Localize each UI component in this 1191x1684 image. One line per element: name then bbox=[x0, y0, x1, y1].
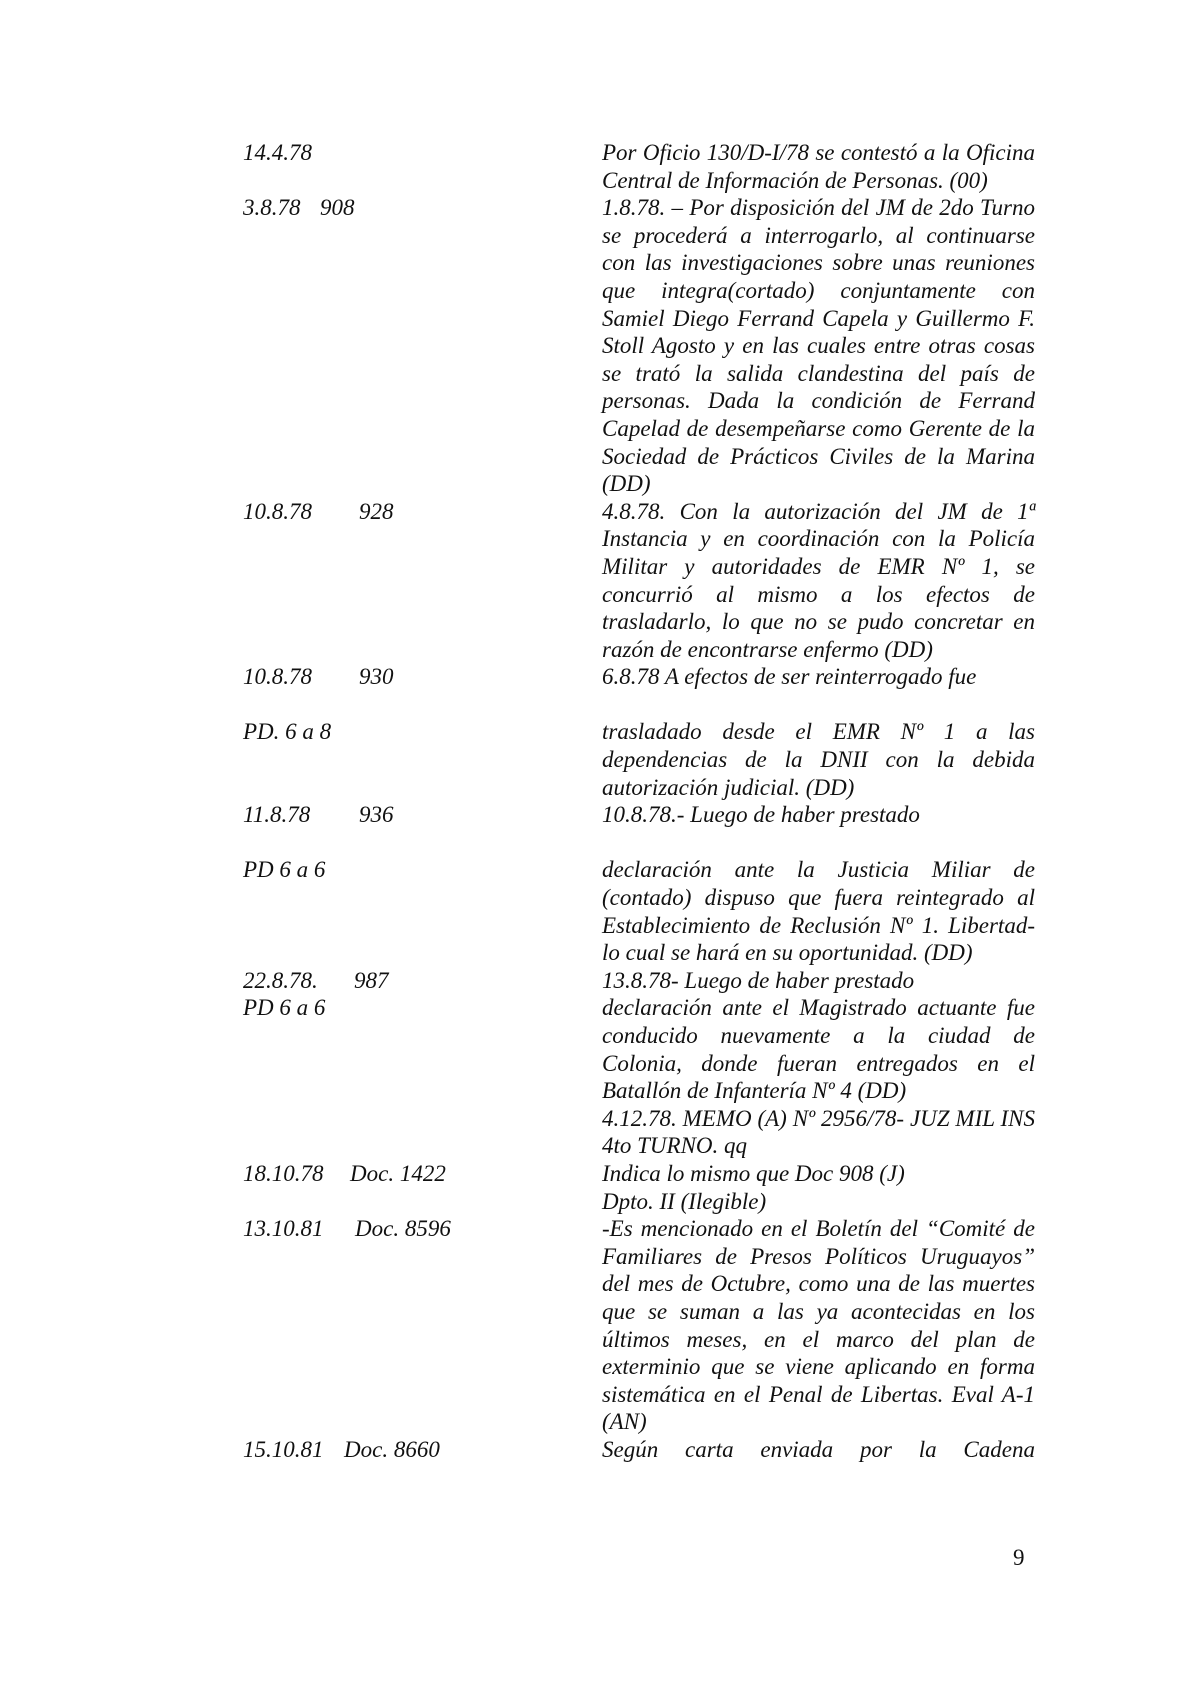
entry-row bbox=[243, 718, 1035, 801]
entry-text bbox=[602, 663, 1035, 691]
entry-reference: Doc. 8660 bbox=[344, 1436, 440, 1462]
entry-reference: 908 bbox=[320, 195, 355, 221]
entry-date: PD 6 a 6 bbox=[243, 857, 326, 883]
page-number: 9 bbox=[1013, 1545, 1025, 1570]
entry-row bbox=[243, 1215, 1035, 1436]
entry-text bbox=[602, 856, 1035, 966]
entry-date: 3.8.78 bbox=[243, 195, 301, 221]
entry-row bbox=[243, 663, 1035, 691]
entry-paragraph: Indica lo mismo que Doc 908 (J) bbox=[602, 1160, 905, 1186]
entry-text bbox=[602, 498, 1035, 664]
entry-paragraph: trasladado desde el EMR Nº 1 a las dependencias de la DNII con la debida autorización judicial. (DD) bbox=[602, 719, 1035, 800]
entry-text bbox=[602, 967, 1035, 1160]
entry-paragraph: Según carta enviada por la Cadena bbox=[602, 1436, 1035, 1462]
entry-reference: 936 bbox=[359, 802, 394, 828]
entry-reference: 987 bbox=[354, 967, 389, 993]
entry-paragraph: 13.8.78- Luego de haber prestado bbox=[602, 967, 915, 993]
entry-date: 22.8.78. bbox=[243, 967, 318, 993]
entry-row bbox=[243, 967, 1035, 1160]
entry-paragraph: declaración ante la Justicia Miliar de (contado) dispuso que fuera reintegrado al Establecimiento de Reclusión Nº 1. Libertad- lo cual se hará en su oportunidad. (DD) bbox=[602, 857, 1035, 966]
entry-paragraph: Por Oficio 130/D-I/78 se contestó a la Oficina Central de Información de Personas. (00) bbox=[602, 140, 1035, 193]
entry-date: 14.4.78 bbox=[243, 140, 312, 165]
entry-row bbox=[243, 1160, 1035, 1215]
entry-text bbox=[602, 1215, 1035, 1436]
entry-row bbox=[243, 139, 1035, 194]
entry-text bbox=[602, 1436, 1035, 1464]
entry-paragraph: Dpto. II (Ilegible) bbox=[602, 1188, 767, 1214]
entry-paragraph: 1.8.78. – Por disposición del JM de 2do Turno se procederá a interrogarlo, al continuarse con las investigaciones sobre unas reuniones que integra(cortado) conjuntamente con Samiel Diego Ferrand Capela y Guillermo F. Stoll Agosto y en las cuales entre otras cosas se trató la salida clandestina del país de personas. Dada la condición de Ferrand Capelad de desempeñarse como Gerente de la Sociedad de Prácticos Civiles de la Marina (DD) bbox=[602, 195, 1035, 497]
entry-row bbox=[243, 801, 1035, 829]
entry-date: 10.8.78 bbox=[243, 498, 312, 524]
entry-date: 15.10.81 bbox=[243, 1436, 324, 1462]
entry-date: 18.10.78 bbox=[243, 1160, 324, 1186]
entry-paragraph: 4.12.78. MEMO (A) Nº 2956/78- JUZ MIL INS 4to TURNO. qq bbox=[602, 1105, 1035, 1159]
entry-reference: 928 bbox=[359, 498, 394, 524]
entry-date: 13.10.81 bbox=[243, 1216, 324, 1242]
entry-row bbox=[243, 194, 1035, 498]
entry-text bbox=[602, 194, 1035, 498]
entry-date-secondary: PD 6 a 6 bbox=[243, 995, 326, 1021]
entry-paragraph: declaración ante el Magistrado actuante fue conducido nuevamente a la ciudad de Colonia, donde fueran entregados en el Batallón de Infantería Nº 4 (DD) bbox=[602, 995, 1035, 1104]
entry-paragraph: -Es mencionado en el Boletín del “Comité de Familiares de Presos Políticos Uruguayos” del mes de Octubre, como una de las muertes que se suman a las ya acontecidas en los últimos meses, en el marco del plan de exterminio que se viene aplicando en forma sistemática en el Penal de Libertas. Eval A-1 (AN) bbox=[602, 1216, 1035, 1435]
entry-reference: Doc. 8596 bbox=[355, 1216, 451, 1242]
entry-reference: 930 bbox=[359, 664, 394, 690]
entry-date: PD. 6 a 8 bbox=[243, 719, 332, 745]
entry-paragraph: 6.8.78 A efectos de ser reinterrogado fue bbox=[602, 664, 977, 690]
entry-reference: Doc. 1422 bbox=[350, 1160, 446, 1186]
entry-text bbox=[602, 801, 1035, 829]
entry-text bbox=[602, 1160, 1035, 1215]
entry-date: 10.8.78 bbox=[243, 664, 312, 690]
entry-text bbox=[602, 718, 1035, 801]
entry-row bbox=[243, 856, 1035, 966]
entry-row bbox=[243, 1436, 1035, 1464]
entry-paragraph: 4.8.78. Con la autorización del JM de 1ª Instancia y en coordinación con la Policía Militar y autoridades de EMR Nº 1, se concurrió al mismo a los efectos de trasladarlo, lo que no se pudo concretar en razón de encontrarse enfermo (DD) bbox=[602, 498, 1035, 662]
entry-text bbox=[602, 139, 1035, 194]
entries-list bbox=[243, 139, 1035, 1464]
entry-date: 11.8.78 bbox=[243, 802, 311, 828]
entry-row bbox=[243, 498, 1035, 664]
entry-paragraph: 10.8.78.- Luego de haber prestado bbox=[602, 802, 920, 828]
